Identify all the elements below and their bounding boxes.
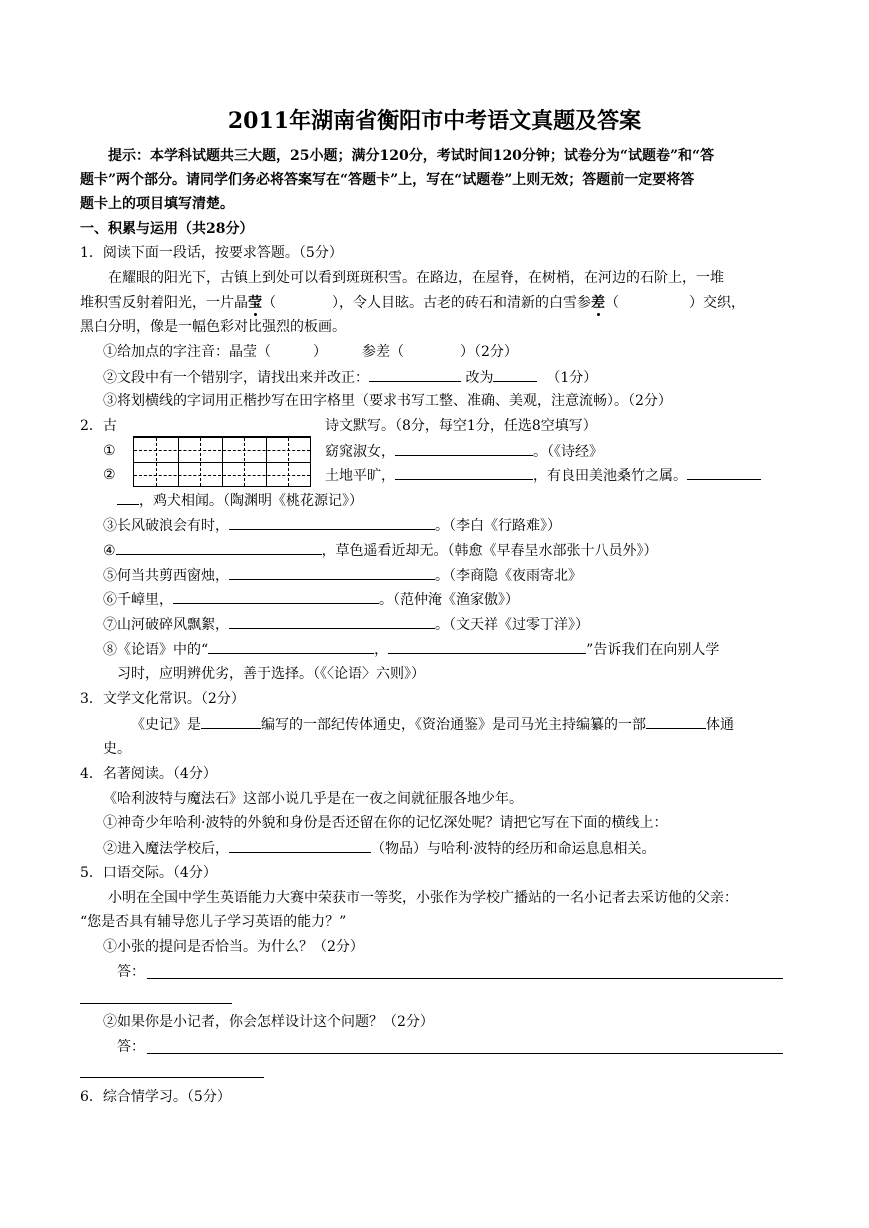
q2-item-6[interactable]: ⑥千嶂里， 。（范仲淹《渔家傲》） [103, 589, 519, 610]
tianzi-grid[interactable] [133, 437, 311, 487]
q4-line-2: ①神奇少年哈利·波特的外貌和身份是否还留在你的记忆深处呢？请把它写在下面的横线上： [103, 815, 668, 831]
q1-passage-line-1: 在耀眼的阳光下，古镇上到处可以看到斑斑积雪。在路边，在屋脊，在树梢，在河边的石阶上，一堆 [108, 270, 724, 286]
section-heading: 一、积累与运用（共28分） [80, 221, 254, 237]
tip-line-2: 题卡”两个部分。请同学们务必将答案写在“答题卡”上，写在“试题卷”上则无效；答题前一定要将答 [80, 172, 695, 188]
q6-heading: 6．综合情学习。（5分） [80, 1089, 231, 1105]
answer-line[interactable] [147, 978, 783, 979]
q2-item-2-cont[interactable]: ，鸡犬相闻。（陶渊明《桃花源记》） [117, 490, 363, 511]
dotted-char-cha: 差 [591, 295, 605, 311]
q4-heading: 4．名著阅读。（4分） [80, 766, 217, 782]
q2-item-1-num: ① [103, 443, 116, 459]
q2-item-7[interactable]: ⑦山河破碎风飘絮， 。（文天祥《过零丁洋》） [103, 614, 589, 635]
answer-line[interactable] [80, 1003, 232, 1004]
q5-sub-1: ①小张的提问是否恰当。为什么？（2分） [103, 939, 364, 955]
q1-sub-2[interactable]: ②文段中有一个错别字，请找出来并改正： 改为 （1分） [103, 367, 597, 388]
q2-item-2-num: ② [103, 467, 116, 483]
q3-heading: 3．文学文化常识。（2分） [80, 691, 245, 707]
q5-line-2: “您是否具有辅导您儿子学习英语的能力？” [80, 914, 347, 930]
q5-heading: 5．口语交际。（4分） [80, 865, 217, 881]
q2-item-8-cont: 习时，应明辨优劣，善于选择。（《〈论语〉六则》） [117, 666, 425, 682]
q1-passage-line-2: 堆积雪反射着阳光，一片晶莹（ ），令人目眩。古老的砖石和清新的白雪参差（ ）交织， [80, 295, 745, 311]
answer-line[interactable] [80, 1077, 264, 1078]
page-title: 2011年湖南省衡阳市中考语文真题及答案 [227, 108, 642, 134]
q2-item-8[interactable]: ⑧《论语》中的“ ， ”告诉我们在向别人学 [103, 639, 719, 660]
q2-heading-a: 2．古 [80, 418, 117, 434]
q5-sub-2: ②如果你是小记者，你会怎样设计这个问题？（2分） [103, 1014, 434, 1030]
answer-line[interactable] [147, 1053, 783, 1054]
q2-item-5[interactable]: ⑤何当共剪西窗烛， 。（李商隐《夜雨寄北》 [103, 565, 582, 586]
q5-answer-label-1: 答： [117, 964, 145, 980]
q4-line-3[interactable]: ②进入魔法学校后， （物品）与哈利·波特的经历和命运息息相关。 [103, 838, 655, 859]
q2-item-4[interactable]: ④ ，草色遥看近却无。（韩愈《早春呈水部张十八员外》） [103, 540, 658, 561]
q1-passage-line-3: 黑白分明，像是一幅色彩对比强烈的板画。 [80, 319, 346, 335]
q2-item-2[interactable]: 土地平旷， ，有良田美池桑竹之属。 [325, 465, 761, 486]
q2-item-1[interactable]: 窈窕淑女， 。（《诗经》 [325, 441, 603, 462]
q5-line-1: 小明在全国中学生英语能力大赛中荣获市一等奖，小张作为学校广播站的一名小记者去采访他的父亲： [108, 890, 738, 906]
q1-heading: 1．阅读下面一段话，按要求答题。（5分） [80, 245, 343, 261]
q5-answer-label-2: 答： [117, 1039, 145, 1055]
q2-heading-b: 诗文默写。（8分，每空1分，任选8空填写） [325, 418, 597, 434]
q3-line-1[interactable]: 《史记》是 编写的一部纪传体通史，《资治通鉴》是司马光主持编纂的一部 体通 [131, 714, 734, 735]
tip-line-1: 提示：本学科试题共三大题，25小题；满分120分，考试时间120分钟；试卷分为“试题卷”和“答 [108, 148, 715, 164]
tip-line-3: 题卡上的项目填写清楚。 [80, 196, 234, 212]
dotted-char-ying: 莹 [248, 295, 262, 311]
q4-line-1: 《哈利波特与魔法石》这部小说几乎是在一夜之间就征服各地少年。 [103, 791, 523, 807]
q1-sub-3: ③将划横线的字词用正楷抄写在田字格里（要求书写工整、准确、美观，注意流畅）。（2分） [103, 393, 672, 409]
q2-item-3[interactable]: ③长风破浪会有时， 。（李白《行路难》） [103, 515, 561, 536]
q3-line-2: 史。 [103, 741, 131, 757]
q1-sub-1: ①给加点的字注音：晶莹（ ） 参差（ ）（2分） [103, 344, 518, 360]
